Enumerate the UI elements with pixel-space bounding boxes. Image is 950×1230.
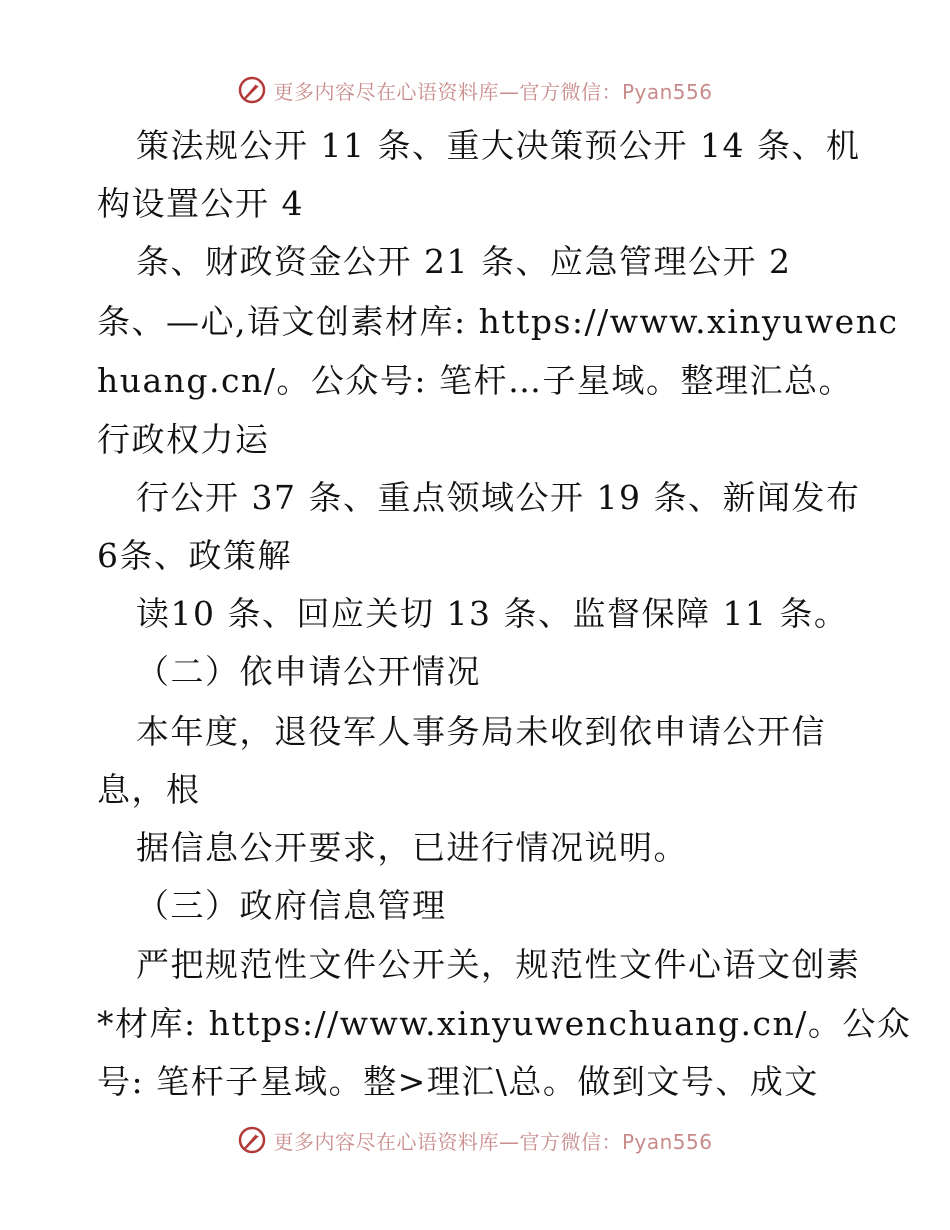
section-heading: （三）政府信息管理 (136, 886, 447, 925)
body-line: 策法规公开 11 条、重大决策预公开 14 条、机 (136, 126, 861, 165)
body-line: 6条、政策解 (97, 536, 292, 575)
body-line: 行公开 37 条、重点领域公开 19 条、新闻发布 (136, 478, 861, 517)
body-line: 读10 条、回应关切 13 条、监督保障 11 条。 (136, 594, 849, 633)
body-line: 构设置公开 4 (97, 184, 304, 223)
body-line: 息，根 (97, 770, 201, 809)
body-line: huang.cn/。公众号: 笔杆…子星域。整理汇总。 (97, 361, 854, 400)
section-heading: （二）依申请公开情况 (136, 652, 481, 691)
watermark-header (0, 70, 950, 110)
body-line: 条、财政资金公开 21 条、应急管理公开 2 (136, 242, 792, 281)
body-line: *材库: https://www.xinyuwenchuang.cn/。公众 (97, 1004, 912, 1043)
body-line: 据信息公开要求，已进行情况说明。 (136, 828, 688, 867)
body-line: 本年度，退役军人事务局未收到依申请公开信 (136, 712, 826, 751)
quill-logo-icon (237, 75, 267, 105)
body-line: 条、—心,语文创素材库: https://www.xinyuwenc (97, 302, 899, 341)
watermark-text: 更多内容尽在心语资料库—官方微信：Pyan556 (273, 1129, 713, 1154)
quill-logo-icon (237, 1125, 267, 1155)
body-line: 严把规范性文件公开关，规范性文件心语文创素 (136, 945, 861, 984)
body-line: 号: 笔杆子星域。整>理汇\总。做到文号、成文 (97, 1062, 819, 1101)
body-line: 行政权力运 (97, 420, 270, 459)
watermark-text: 更多内容尽在心语资料库—官方微信：Pyan556 (273, 79, 713, 104)
watermark-footer (0, 1120, 950, 1160)
